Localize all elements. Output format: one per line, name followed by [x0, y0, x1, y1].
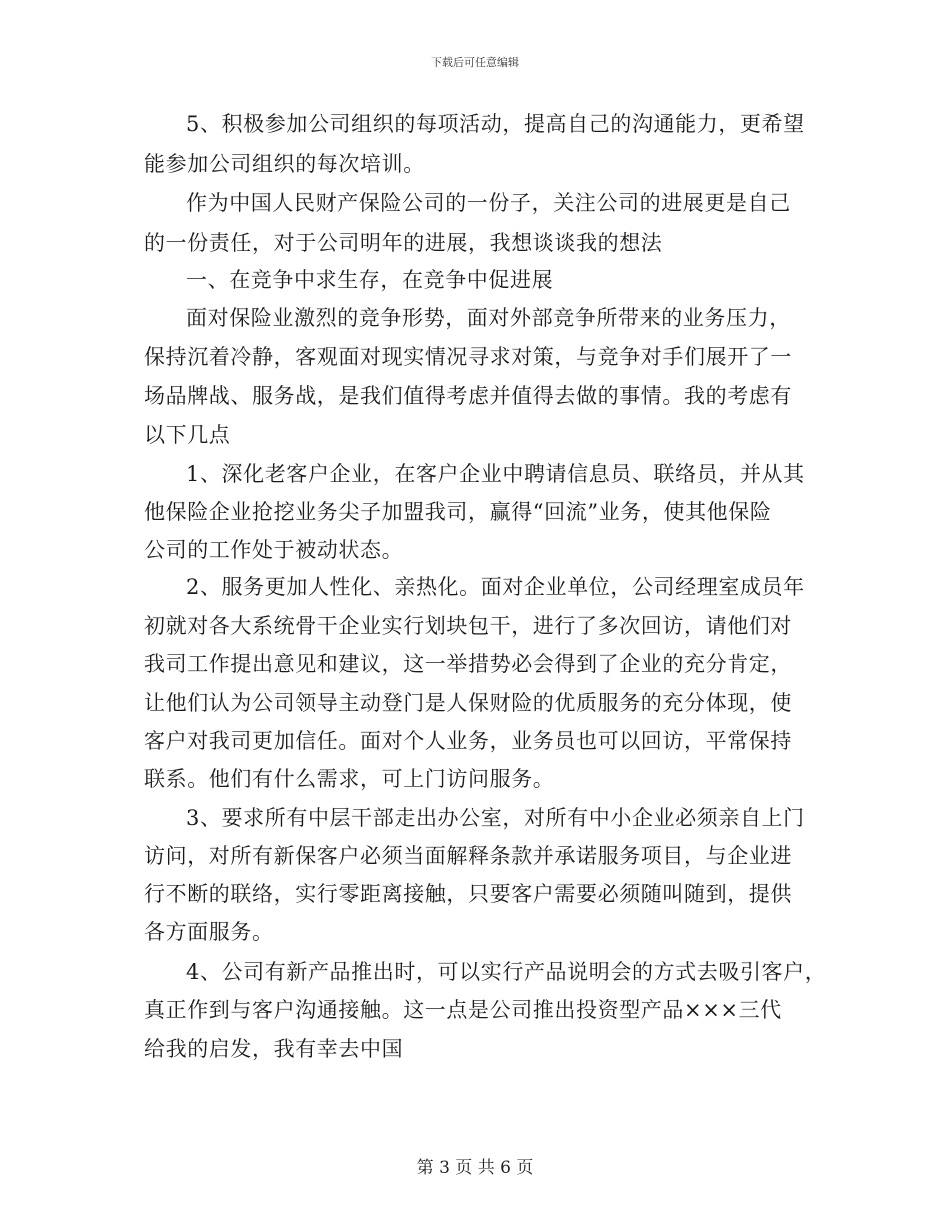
text-line: 初就对各大系统骨干企业实行划块包干，进行了多次回访，请他们对 [144, 614, 792, 638]
text-line: 以下几点 [144, 423, 231, 447]
text-line: 3、要求所有中层干部走出办公室，对所有中小企业必须亲自上门 [186, 806, 805, 830]
text-line: 他保险企业抢挖业务尖子加盟我司，赢得“回流”业务，使其他保险 [144, 500, 772, 524]
text-line: 各方面服务。 [144, 920, 274, 944]
text-line: 面对保险业激烈的竞争形势，面对外部竞争所带来的业务压力， [186, 306, 791, 330]
text-line: 作为中国人民财产保险公司的一份子，关注公司的进展更是自己 [186, 191, 791, 215]
text-line: 能参加公司组织的每次培训。 [144, 152, 425, 176]
text-line: 5、积极参加公司组织的每项活动，提高自己的沟通能力，更希望 [186, 112, 805, 136]
page-number: 第 3 页 共 6 页 [416, 1158, 534, 1178]
text-line: 的一份责任，对于公司明年的进展，我想谈谈我的想法 [144, 231, 663, 255]
text-line: 2、服务更加人性化、亲热化。面对企业单位，公司经理室成员年 [186, 575, 805, 599]
text-line: 场品牌战、服务战，是我们值得考虑并值得去做的事情。我的考虑有 [144, 384, 792, 408]
text-line: 行不断的联络，实行零距离接触，只要客户需要必须随叫随到，提供 [144, 882, 792, 906]
text-line: 让他们认为公司领导主动登门是人保财险的优质服务的充分体现，使 [144, 691, 792, 715]
section-heading: 一、在竞争中求生存，在竞争中促进展 [186, 268, 554, 292]
text-line: 4、公司有新产品推出时，可以实行产品说明会的方式去吸引客户， [186, 960, 827, 984]
page-header-note: 下载后可任意编辑 [431, 56, 519, 69]
text-line: 给我的启发，我有幸去中国 [144, 1037, 404, 1061]
text-line: 客户对我司更加信任。面对个人业务，业务员也可以回访，平常保持 [144, 729, 792, 753]
text-line: 真正作到与客户沟通接触。这一点是公司推出投资型产品×××三代 [144, 998, 782, 1022]
text-line: 我司工作提出意见和建议，这一举措势必会得到了企业的充分肯定， [144, 652, 792, 676]
text-line: 保持沉着冷静，客观面对现实情况寻求对策，与竞争对手们展开了一 [144, 345, 792, 369]
text-line: 联系。他们有什么需求，可上门访问服务。 [144, 767, 555, 791]
text-line: 公司的工作处于被动状态。 [144, 538, 404, 562]
text-line: 访问，对所有新保客户必须当面解释条款并承诺服务项目，与企业进 [144, 844, 792, 868]
text-line: 1、深化老客户企业，在客户企业中聘请信息员、联络员，并从其 [186, 462, 805, 486]
